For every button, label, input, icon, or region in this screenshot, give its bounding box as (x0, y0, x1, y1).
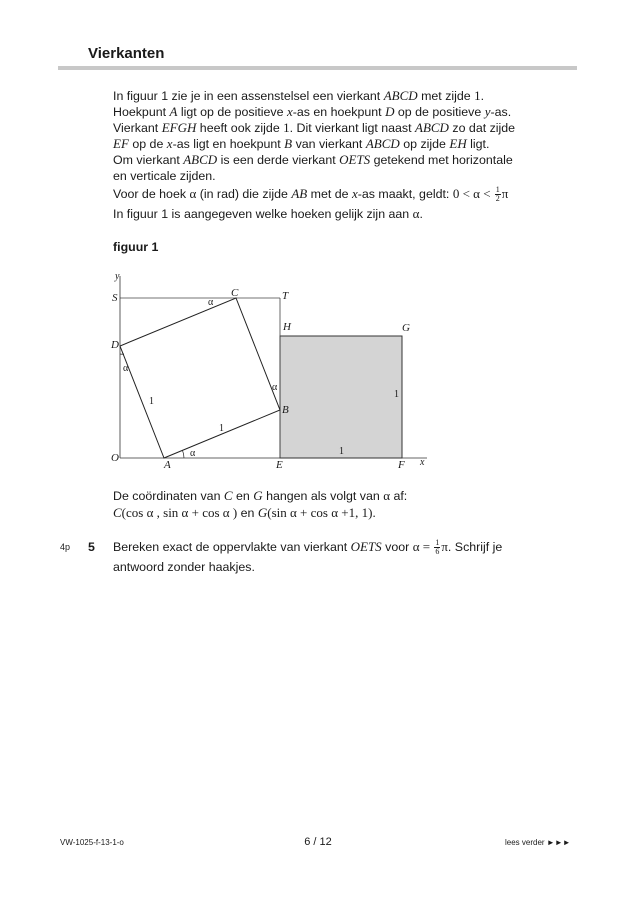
label-g: G (402, 322, 410, 334)
label-t: T (282, 290, 289, 302)
side-label-ab: 1 (219, 423, 224, 434)
square-efgh (280, 336, 402, 458)
figure-1-diagram (105, 268, 435, 473)
y-axis-label: y (115, 271, 120, 282)
label-o: O (111, 452, 119, 464)
label-s: S (112, 292, 118, 304)
square-abcd (120, 298, 280, 458)
alpha-at-b: α (272, 382, 278, 393)
fraction-half: $\frac{1}{2}$ (495, 185, 500, 204)
intro-line-1: In figuur 1 zie je in een assenstelsel een vierkant ABCD met zijde 1. (113, 88, 485, 103)
label-a: A (164, 459, 171, 471)
figure-title: figuur 1 (113, 240, 159, 254)
intro-line-5: Om vierkant ABCD is een derde vierkant OETS getekend met horizontale (113, 152, 513, 167)
intro-line-6: en verticale zijden. (113, 169, 216, 183)
intro-line-8: In figuur 1 is aangegeven welke hoeken gelijk zijn aan α. (113, 206, 423, 221)
side-label-da: 1 (149, 396, 154, 407)
alpha-at-a: α (190, 448, 196, 459)
x-axis-label: x (420, 457, 425, 468)
intro-line-7: Voor de hoek α (in rad) die zijde AB met de x-as maakt, geldt: 0 < α < $\frac{1}{2}$ π (113, 185, 509, 204)
section-title: Vierkanten (88, 45, 165, 62)
coords-line-1: De coördinaten van C en G hangen als volgt van α af: (113, 488, 408, 503)
intro-line-3: Vierkant EFGH heeft ook zijde 1. Dit vierkant ligt naast ABCD zo dat zijde (113, 120, 516, 135)
alpha-at-c: α (208, 297, 214, 308)
coords-line-2: C(cos α , sin α + cos α ) en G(sin α + cos α +1, 1). (113, 505, 376, 520)
alpha-at-d: α (123, 363, 129, 374)
side-label-fg: 1 (394, 389, 399, 400)
label-f: F (398, 459, 405, 471)
question-line-1: Bereken exact de oppervlakte van vierkant OETS voor α = $\frac{1}{6}$ π. Schrijf je (113, 538, 503, 557)
question-number: 5 (88, 540, 95, 554)
footer-code: VW-1025-f-13-1-o (60, 838, 124, 847)
side-label-ef: 1 (339, 446, 344, 457)
label-c: C (231, 287, 239, 299)
intro-line-2: Hoekpunt A ligt op de positieve x-as en hoekpunt D op de positieve y-as. (113, 104, 512, 119)
label-b: B (282, 404, 289, 416)
question-line-2: antwoord zonder haakjes. (113, 560, 255, 574)
label-e: E (276, 459, 283, 471)
label-d: D (111, 339, 119, 351)
fraction-sixth: $\frac{1}{6}$ (435, 538, 440, 557)
label-h: H (283, 321, 291, 333)
footer-page-number: 6 / 12 (304, 836, 332, 848)
angle-arc-a (183, 451, 185, 459)
title-rule (58, 66, 577, 70)
intro-line-4: EF op de x-as ligt en hoekpunt B van vierkant ABCD op zijde EH ligt. (113, 136, 490, 151)
footer-next: lees verder ►►► (505, 838, 571, 847)
question-points: 4p (60, 542, 71, 552)
